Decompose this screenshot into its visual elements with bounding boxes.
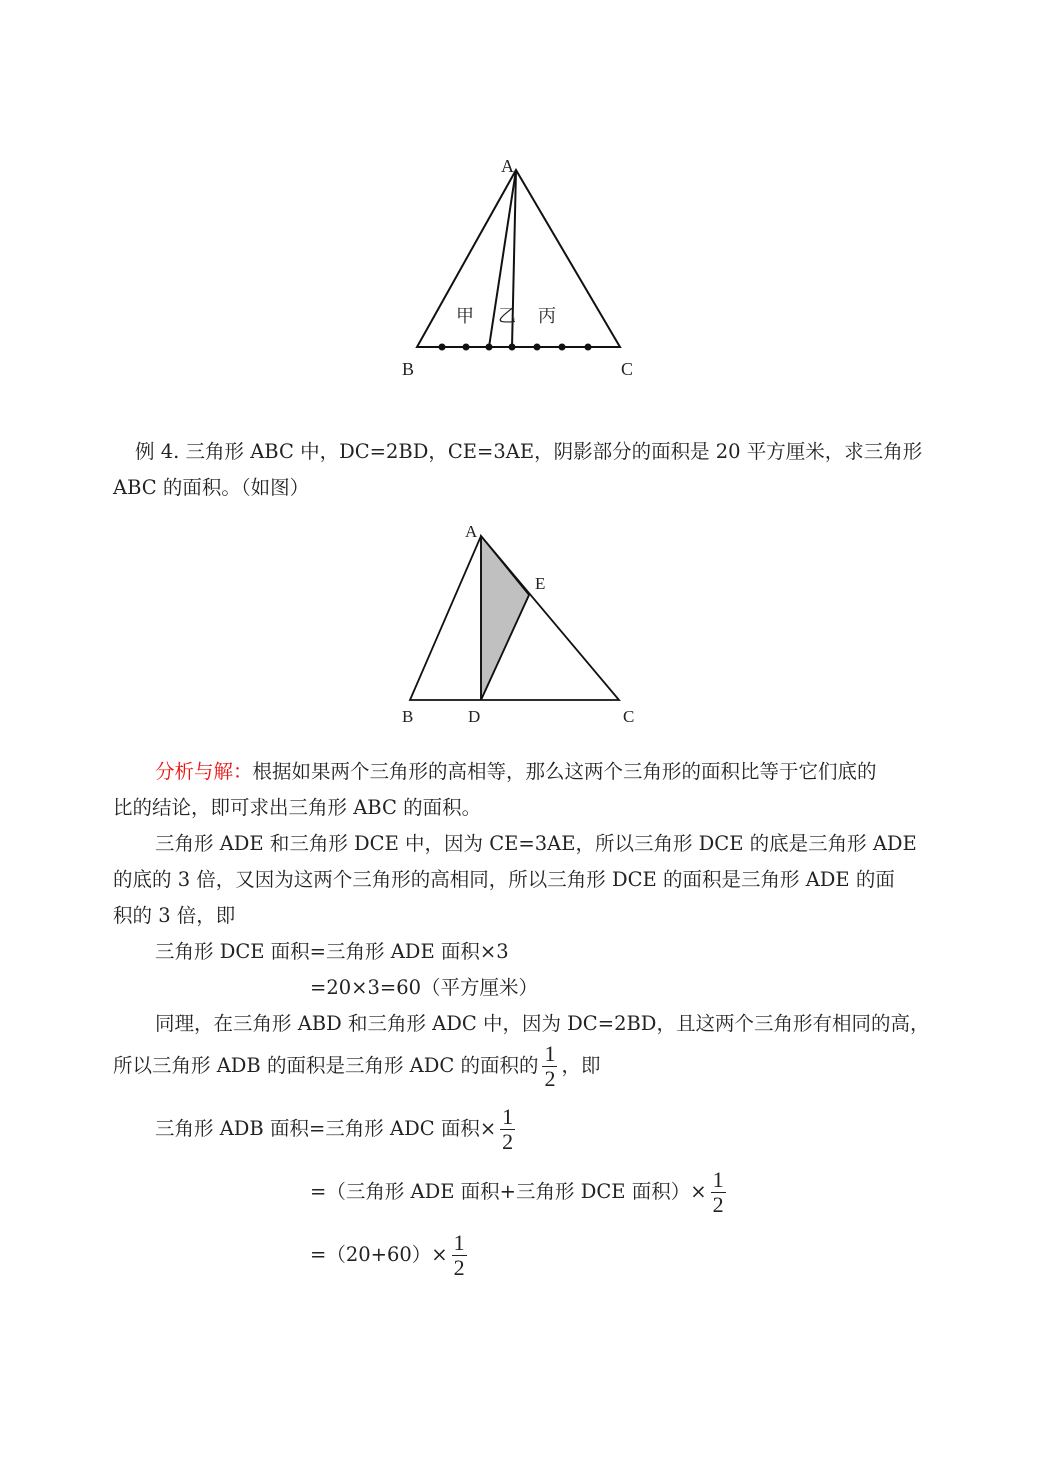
fraction-one-half bbox=[452, 1231, 467, 1280]
example-line-2: ABC 的面积。（如图） bbox=[113, 476, 310, 499]
vertex-label-b: B bbox=[402, 707, 414, 726]
fraction-denominator: 2 bbox=[712, 1192, 724, 1217]
analysis-intro-line-2: 比的结论，即可求出三角形 ABC 的面积。 bbox=[113, 796, 482, 819]
analysis-intro-text: 根据如果两个三角形的高相等，那么这两个三角形的面积比等于它们底的 bbox=[252, 760, 877, 783]
equation-dce-result: =20×3=60（平方厘米） bbox=[310, 976, 539, 999]
analysis-intro-line-1 bbox=[155, 760, 877, 784]
fraction-one-half bbox=[500, 1105, 515, 1154]
equation-adb-text: 三角形 ADB 面积=三角形 ADC 面积× bbox=[155, 1117, 497, 1140]
region-label-bing: 丙 bbox=[538, 306, 556, 326]
paragraph-1-line-1: 三角形 ADE 和三角形 DCE 中，因为 CE=3AE，所以三角形 DCE 的底是三角形 ADE bbox=[155, 832, 917, 855]
shaded-region-ade bbox=[481, 536, 529, 700]
base-dot bbox=[534, 344, 541, 351]
base-dot bbox=[559, 344, 566, 351]
paragraph-2-text: 所以三角形 ADB 的面积是三角形 ADC 的面积的 bbox=[113, 1054, 539, 1077]
vertex-label-a: A bbox=[501, 156, 514, 176]
fraction-denominator: 2 bbox=[544, 1066, 556, 1091]
paragraph-2-line-1: 同理，在三角形 ABD 和三角形 ADC 中，因为 DC=2BD，且这两个三角形有相同的高， bbox=[155, 1012, 930, 1035]
fraction-numerator: 1 bbox=[502, 1104, 514, 1129]
example-line-1: 例 4. 三角形 ABC 中，DC=2BD，CE=3AE，阴影部分的面积是 20 平方厘米，求三角形 bbox=[135, 440, 923, 463]
equation-adb-area bbox=[155, 1105, 519, 1154]
vertex-label-b: B bbox=[402, 359, 415, 379]
triangle-abc-outline bbox=[417, 170, 620, 347]
paragraph-1-line-2: 的底的 3 倍，又因为这两个三角形的高相同，所以三角形 DCE 的面积是三角形 ADE 的面 bbox=[113, 868, 895, 891]
equation-dce-area: 三角形 DCE 面积=三角形 ADE 面积×3 bbox=[155, 940, 509, 963]
equation-sum-text: =（20+60）× bbox=[310, 1243, 448, 1266]
fraction-denominator: 2 bbox=[502, 1129, 514, 1154]
fraction-one-half bbox=[542, 1042, 557, 1091]
paragraph-2-line-2 bbox=[113, 1042, 601, 1091]
vertex-label-c: C bbox=[621, 359, 634, 379]
base-dot bbox=[439, 344, 446, 351]
vertex-label-c: C bbox=[623, 707, 635, 726]
fraction-one-half bbox=[711, 1168, 726, 1217]
fraction-numerator: 1 bbox=[544, 1041, 556, 1066]
region-label-jia: 甲 bbox=[456, 306, 474, 326]
paragraph-2-suffix: ，即 bbox=[561, 1054, 601, 1077]
base-dot bbox=[486, 344, 493, 351]
fraction-numerator: 1 bbox=[712, 1167, 724, 1192]
figure-shaded-triangle bbox=[390, 518, 650, 728]
region-label-yi: 乙 bbox=[498, 306, 516, 326]
equation-expand-text: =（三角形 ADE 面积+三角形 DCE 面积）× bbox=[310, 1180, 707, 1203]
fraction-numerator: 1 bbox=[453, 1230, 465, 1255]
equation-adb-sum bbox=[310, 1231, 471, 1280]
paragraph-1-line-3: 积的 3 倍，即 bbox=[113, 904, 236, 927]
vertex-label-a: A bbox=[465, 522, 478, 541]
base-dot bbox=[585, 344, 592, 351]
base-dot bbox=[509, 344, 516, 351]
analysis-heading: 分析与解： bbox=[155, 760, 253, 783]
vertex-label-e: E bbox=[535, 574, 546, 593]
base-dot bbox=[463, 344, 470, 351]
equation-adb-expand bbox=[310, 1168, 730, 1217]
figure-triangle-regions bbox=[380, 150, 670, 390]
fraction-denominator: 2 bbox=[453, 1255, 465, 1280]
vertex-label-d: D bbox=[468, 707, 481, 726]
